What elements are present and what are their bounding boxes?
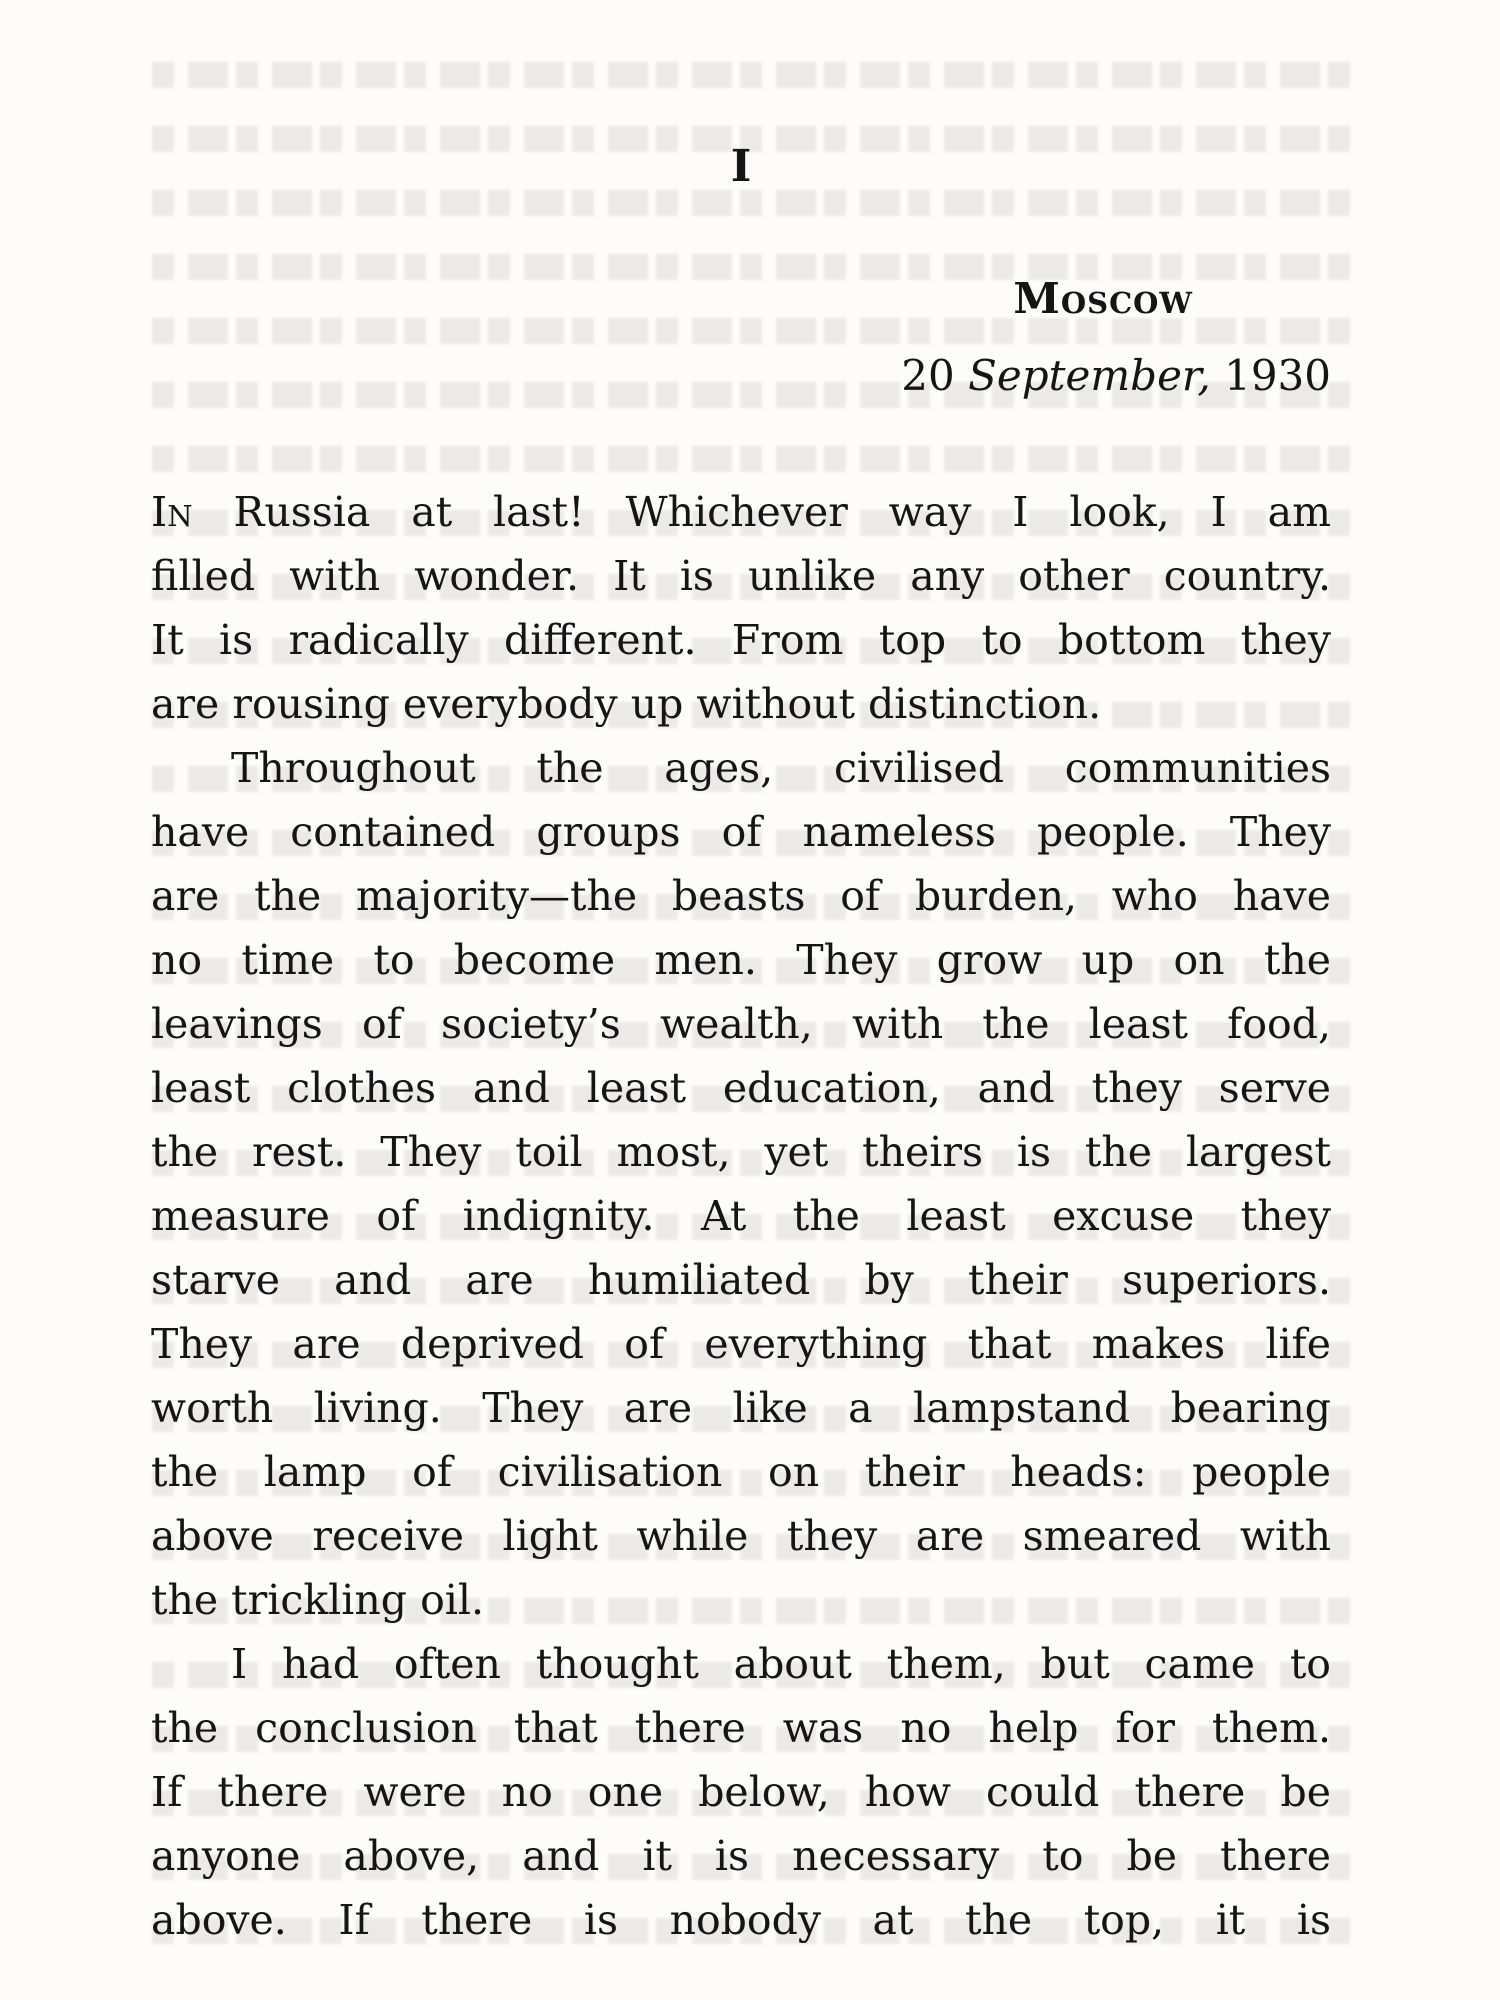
chapter-number: I — [730, 141, 752, 192]
paragraph-2-line-4: no time to become men. They grow up on the — [151, 936, 1331, 984]
paragraph-1-lead-word: In — [151, 488, 193, 536]
dateline-month: September, — [968, 351, 1211, 400]
paragraph-2-line-13: above receive light while they are smeared with — [151, 1512, 1331, 1560]
paragraph-2-line-6: least clothes and least education, and they serve — [151, 1064, 1331, 1112]
paragraph-2-line-14: the trickling oil. — [151, 1576, 485, 1624]
paragraph-2-line-8: measure of indignity. At the least excuse they — [151, 1192, 1331, 1240]
dateline-place: Moscow — [1013, 274, 1193, 323]
dateline-date — [901, 351, 1331, 400]
paragraph-1-line-1 — [151, 480, 1331, 544]
paragraph-3-line-5: above. If there is nobody at the top, it is — [151, 1896, 1331, 1944]
dateline-day: 20 — [901, 351, 955, 400]
paragraph-2-line-11: worth living. They are like a lampstand bearing — [151, 1384, 1331, 1432]
dateline-year: 1930 — [1224, 351, 1331, 400]
paragraph-3-line-4: anyone above, and it is necessary to be there — [151, 1832, 1331, 1880]
paragraph-3-line-1: I had often thought about them, but came to — [231, 1640, 1331, 1688]
paragraph-3-line-3: If there were no one below, how could there be — [151, 1768, 1331, 1816]
paragraph-1-line-1-text: Russia at last! Whichever way I look, I am — [192, 488, 1331, 536]
paragraph-2-line-7: the rest. They toil most, yet theirs is the largest — [151, 1128, 1331, 1176]
paragraph-1-line-4: are rousing everybody up without distinction. — [151, 680, 1102, 728]
paragraph-3-line-2: the conclusion that there was no help for them. — [151, 1704, 1331, 1752]
paragraph-1-line-2: filled with wonder. It is unlike any other country. — [151, 552, 1331, 600]
paragraph-2-line-9: starve and are humiliated by their superiors. — [151, 1256, 1331, 1304]
paragraph-1-line-3: It is radically different. From top to bottom they — [151, 616, 1331, 664]
paragraph-2-line-2: have contained groups of nameless people. They — [151, 808, 1331, 856]
paragraph-2-line-10: They are deprived of everything that makes life — [151, 1320, 1331, 1368]
paragraph-2-line-1: Throughout the ages, civilised communities — [231, 744, 1331, 792]
paragraph-2-line-12: the lamp of civilisation on their heads: people — [151, 1448, 1331, 1496]
paragraph-2-line-3: are the majority—the beasts of burden, who have — [151, 872, 1331, 920]
letter-body — [151, 480, 1331, 1952]
paragraph-2-line-5: leavings of society’s wealth, with the least food, — [151, 1000, 1331, 1048]
